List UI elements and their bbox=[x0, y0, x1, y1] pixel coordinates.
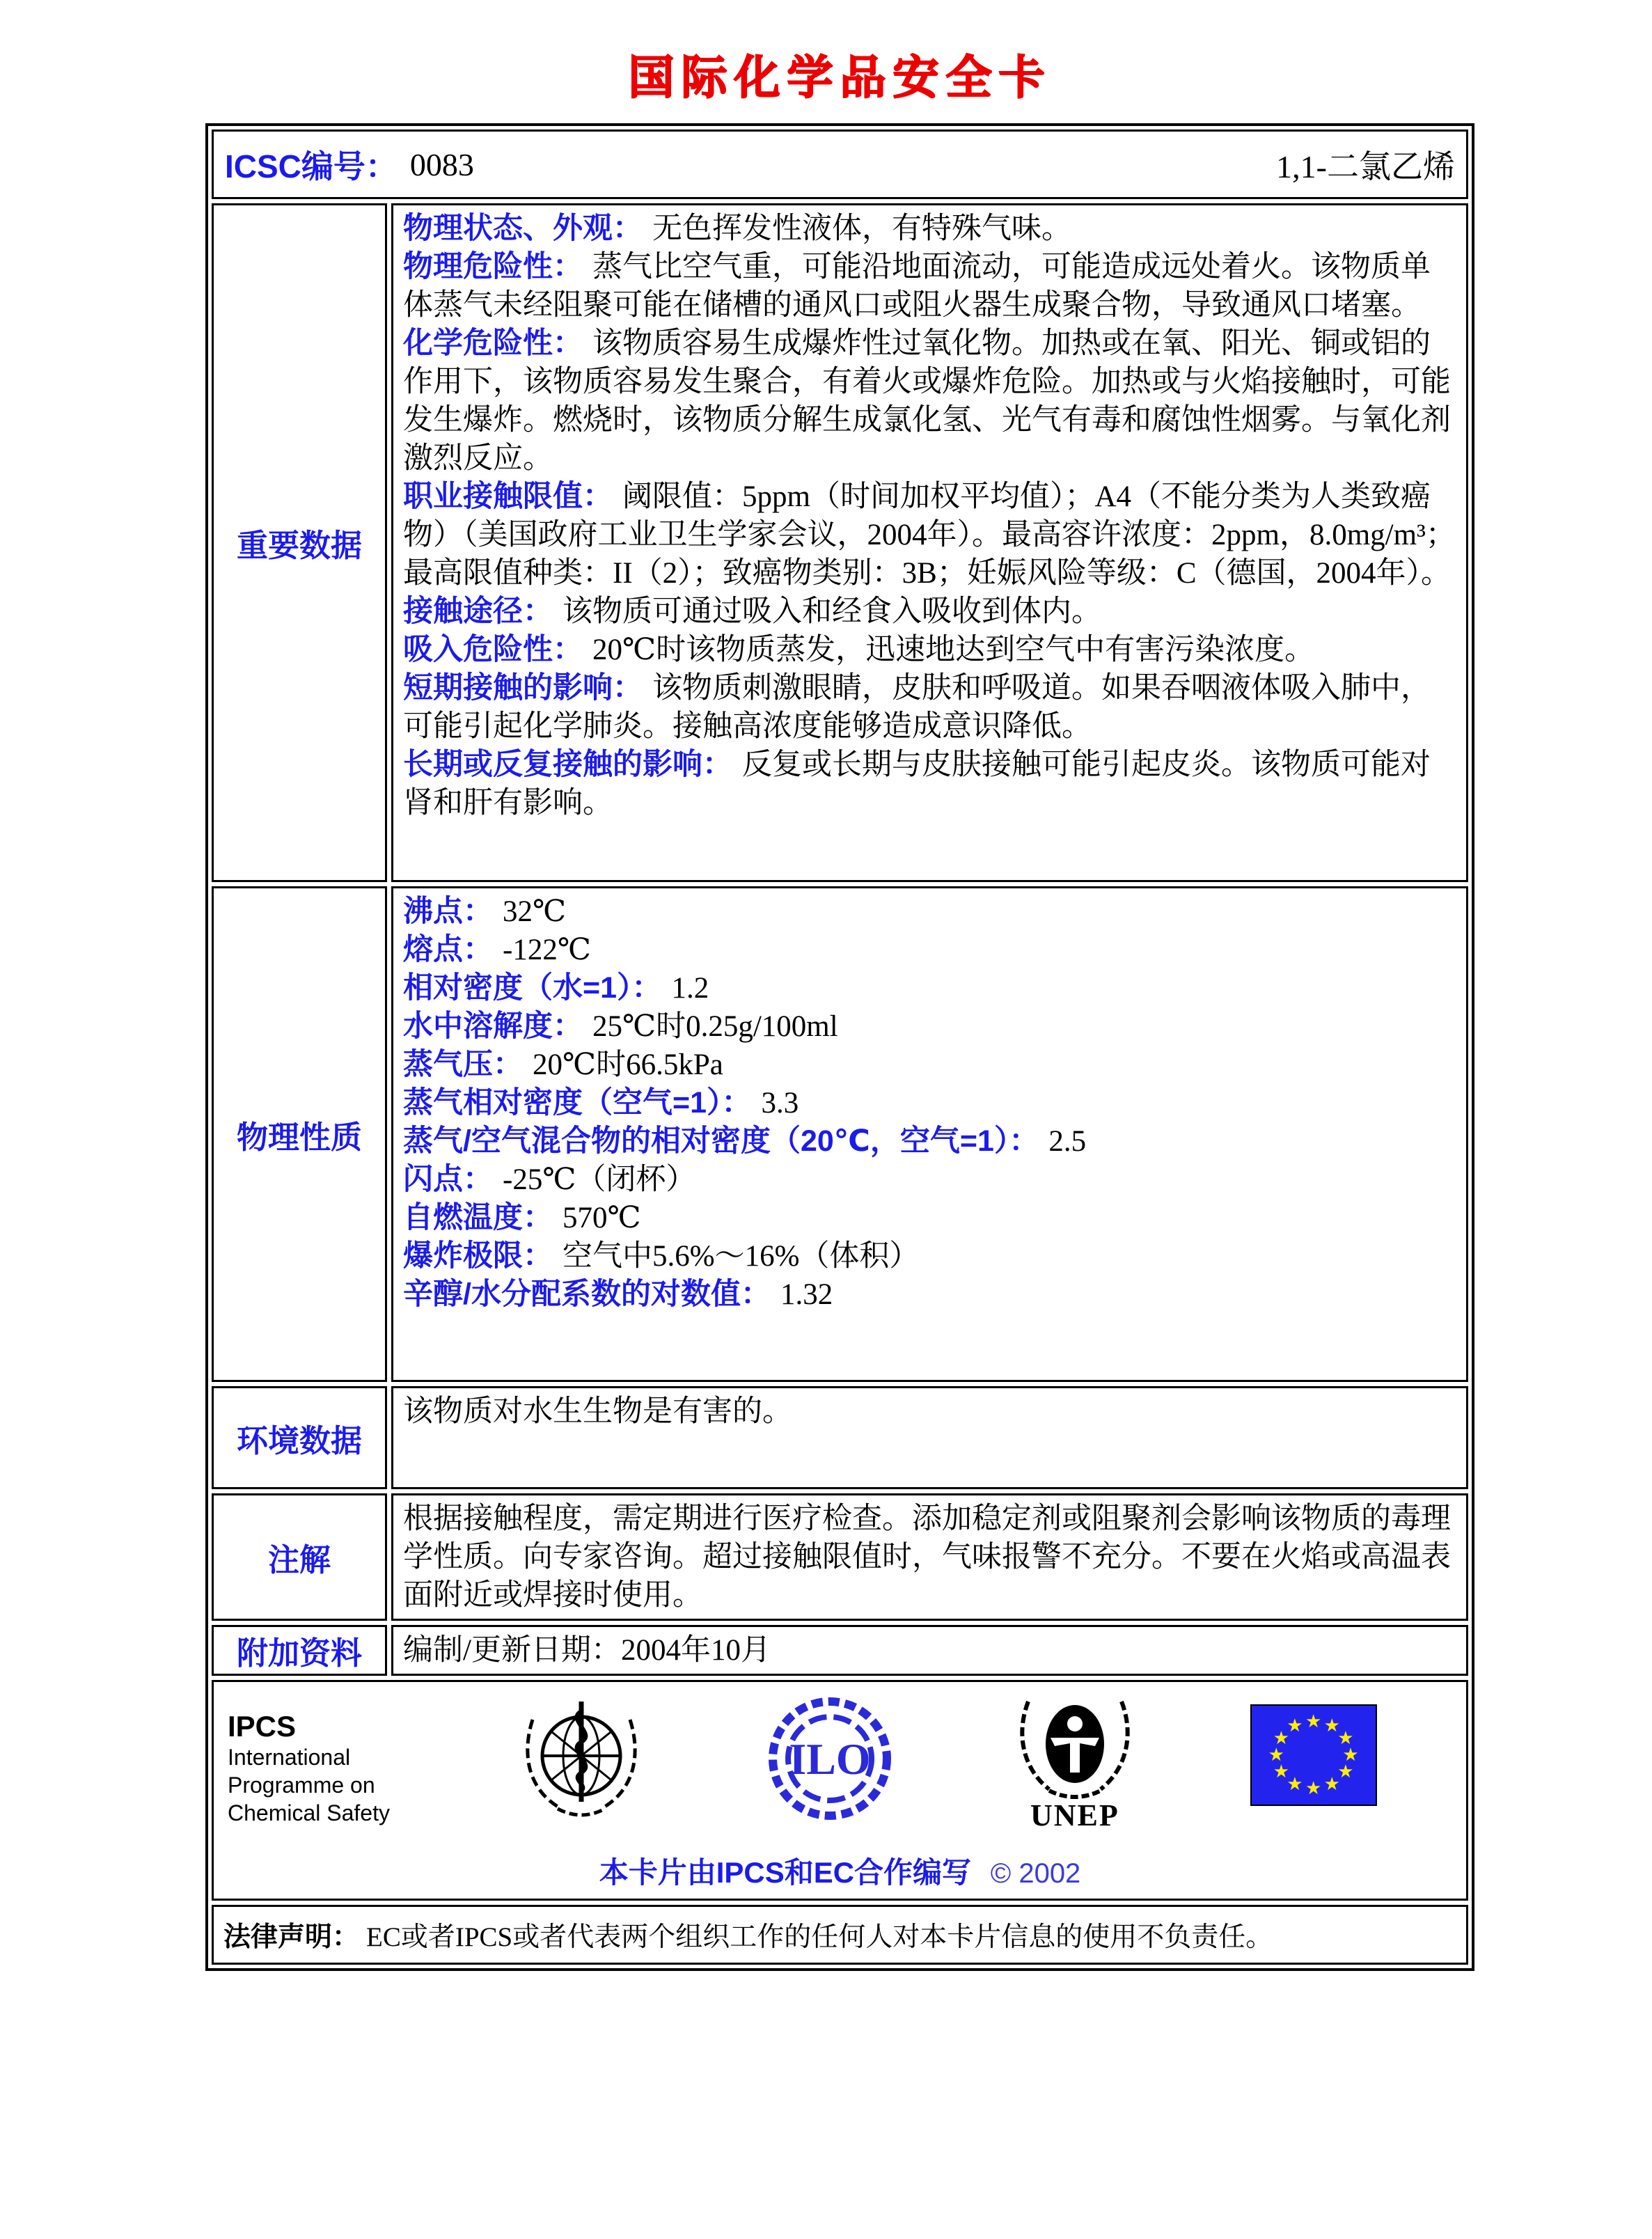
text-line bbox=[403, 248, 1456, 324]
ipcs-line-3: Chemical Safety bbox=[228, 1800, 390, 1825]
eu-flag bbox=[1250, 1692, 1377, 1806]
footer-logos bbox=[228, 1692, 1452, 1833]
field-value: 空气中5.6%～16%（体积） bbox=[563, 1240, 920, 1273]
who-logo bbox=[512, 1692, 651, 1831]
field-label: 化学危险性： bbox=[403, 327, 583, 360]
footer-tagline-text: 本卡片由IPCS和EC合作编写 bbox=[599, 1856, 972, 1889]
field-value: 3.3 bbox=[761, 1087, 799, 1120]
row-notes bbox=[212, 1493, 1468, 1621]
eu-star-icon: ★ bbox=[1287, 1773, 1303, 1794]
text-line bbox=[403, 1199, 1456, 1237]
eu-star-icon: ★ bbox=[1323, 1773, 1340, 1794]
field-value: 该物质可通过吸入和经食入吸收到体内。 bbox=[563, 595, 1101, 628]
field-label: 长期或反复接触的影响： bbox=[403, 748, 732, 781]
field-value: 20℃时66.5kPa bbox=[533, 1048, 723, 1081]
field-value: 无色挥发性液体，有特殊气味。 bbox=[652, 212, 1071, 245]
footer-tagline bbox=[228, 1850, 1452, 1892]
text-line bbox=[403, 324, 1456, 478]
text-line bbox=[403, 893, 1456, 931]
section-content-physical-properties bbox=[391, 886, 1468, 1382]
field-value: 蒸气比空气重，可能沿地面流动，可能造成远处着火。该物质单体蒸气未经阻聚可能在储槽的通风口或阻火器生成聚合物，导致通风口堵塞。 bbox=[403, 251, 1431, 322]
row-footer bbox=[212, 1680, 1468, 1901]
row-important-data bbox=[212, 203, 1468, 882]
text-line bbox=[403, 478, 1456, 592]
field-label: 水中溶解度： bbox=[403, 1009, 583, 1043]
text-line bbox=[403, 1122, 1456, 1161]
text-line bbox=[403, 1237, 1456, 1275]
ilo-logo-icon bbox=[760, 1692, 899, 1831]
page-title: 国际化学品安全卡 bbox=[628, 52, 1052, 103]
text-line bbox=[403, 1275, 1456, 1314]
ipcs-line-2: Programme on bbox=[228, 1773, 375, 1798]
eu-star-icon: ★ bbox=[1337, 1727, 1354, 1748]
field-value: -25℃（闭杯） bbox=[503, 1163, 696, 1196]
field-label: 吸入危险性： bbox=[403, 633, 583, 666]
unep-label: UNEP bbox=[1030, 1798, 1119, 1832]
text-line bbox=[403, 1392, 1456, 1431]
field-value: 1.32 bbox=[780, 1278, 833, 1311]
field-value: 25℃时0.25g/100ml bbox=[592, 1010, 838, 1043]
logo-strip bbox=[436, 1692, 1452, 1833]
unep-logo-icon bbox=[1009, 1692, 1141, 1803]
section-content-additional-info bbox=[391, 1625, 1468, 1676]
row-legal bbox=[212, 1905, 1468, 1965]
section-label-notes: 注解 bbox=[212, 1493, 387, 1621]
field-label: 熔点： bbox=[403, 933, 493, 966]
ipcs-line-1: International bbox=[228, 1745, 351, 1770]
field-value: 2004年10月 bbox=[620, 1634, 771, 1667]
eu-star-icon: ★ bbox=[1273, 1727, 1290, 1748]
text-line bbox=[403, 746, 1456, 822]
field-label: 物理状态、外观： bbox=[403, 212, 643, 245]
field-label: 物理危险性： bbox=[403, 250, 583, 283]
icsc-number-value: 0083 bbox=[409, 146, 474, 182]
field-label: 蒸气压： bbox=[403, 1048, 523, 1081]
field-label: 沸点： bbox=[403, 895, 493, 928]
section-label-important-data: 重要数据 bbox=[212, 203, 387, 882]
eu-star-icon: ★ bbox=[1305, 1711, 1322, 1731]
header-row bbox=[212, 129, 1468, 199]
legal-label: 法律声明： bbox=[223, 1922, 360, 1952]
text-line bbox=[403, 1084, 1456, 1122]
field-value: 该物质对水生生物是有害的。 bbox=[403, 1395, 792, 1428]
eu-star-icon: ★ bbox=[1323, 1715, 1340, 1736]
eu-star-icon: ★ bbox=[1337, 1761, 1354, 1782]
header-cell bbox=[212, 129, 1468, 199]
icsc-number-label: ICSC编号： bbox=[225, 148, 398, 184]
chemical-name: 1,1-二氯乙烯 bbox=[1276, 149, 1455, 184]
icsc-card-table bbox=[205, 123, 1474, 1971]
field-value: 该物质容易生成爆炸性过氧化物。加热或在氧、阳光、铜或铝的作用下，该物质容易发生聚合，有着火或爆炸危险。加热或与火焰接触时，可能发生爆炸。燃烧时，该物质分解生成氯化氢、光气有毒和腐蚀性烟雾。与氧化剂激烈反应。 bbox=[403, 327, 1451, 475]
icsc-number-group bbox=[225, 141, 474, 187]
field-label: 闪点： bbox=[403, 1163, 493, 1196]
legal-cell bbox=[212, 1905, 1468, 1965]
unep-logo bbox=[1009, 1692, 1141, 1833]
text-line bbox=[403, 1500, 1456, 1615]
text-line bbox=[403, 631, 1456, 669]
field-label: 职业接触限值： bbox=[403, 480, 613, 513]
section-content-environmental-data bbox=[391, 1386, 1468, 1489]
text-line bbox=[403, 969, 1456, 1007]
field-label: 相对密度（水=1）： bbox=[403, 971, 662, 1005]
text-line bbox=[403, 1046, 1456, 1084]
field-value: 反复或长期与皮肤接触可能引起皮炎。该物质可能对肾和肝有影响。 bbox=[403, 748, 1431, 819]
ipcs-text-block bbox=[228, 1710, 436, 1827]
section-label-physical-properties: 物理性质 bbox=[212, 886, 387, 1382]
section-label-additional-info: 附加资料 bbox=[212, 1625, 387, 1676]
field-value: 570℃ bbox=[563, 1202, 641, 1234]
eu-star-icon: ★ bbox=[1273, 1761, 1290, 1782]
text-line bbox=[403, 210, 1456, 248]
field-label: 编制/更新日期： bbox=[403, 1634, 621, 1667]
legal-text: EC或者IPCS或者代表两个组织工作的任何人对本卡片信息的使用不负责任。 bbox=[366, 1922, 1273, 1952]
text-line bbox=[403, 1161, 1456, 1199]
ilo-logo bbox=[760, 1692, 899, 1831]
field-label: 蒸气/空气混合物的相对密度（20℃，空气=1）： bbox=[403, 1124, 1039, 1158]
row-physical-properties bbox=[212, 886, 1468, 1382]
field-label: 自燃温度： bbox=[403, 1201, 553, 1234]
footer-cell bbox=[212, 1680, 1468, 1901]
text-line bbox=[403, 931, 1456, 969]
text-line bbox=[403, 592, 1456, 631]
field-label: 短期接触的影响： bbox=[403, 671, 643, 705]
field-label: 接触途径： bbox=[403, 595, 553, 628]
eu-star-icon: ★ bbox=[1287, 1715, 1303, 1736]
section-content-notes bbox=[391, 1493, 1468, 1621]
eu-star-icon: ★ bbox=[1305, 1778, 1322, 1799]
text-line bbox=[403, 669, 1456, 746]
field-label: 蒸气相对密度（空气=1）： bbox=[403, 1086, 752, 1120]
footer-copyright: © 2002 bbox=[990, 1858, 1081, 1889]
field-value: -122℃ bbox=[503, 934, 591, 966]
section-label-environmental-data: 环境数据 bbox=[212, 1386, 387, 1489]
field-value: 1.2 bbox=[671, 972, 709, 1005]
text-line bbox=[403, 1007, 1456, 1046]
field-label: 爆炸极限： bbox=[403, 1239, 553, 1273]
field-value: 根据接触程度，需定期进行医疗检查。添加稳定剂或阻聚剂会影响该物质的毒理学性质。向专家咨询。超过接触限值时，气味报警不充分。不要在火焰或高温表面附近或焊接时使用。 bbox=[403, 1502, 1451, 1612]
row-additional-info bbox=[212, 1625, 1468, 1676]
eu-star-icon: ★ bbox=[1268, 1745, 1284, 1765]
field-value: 阈限值：5ppm（时间加权平均值）；A4（不能分类为人类致癌物）（美国政府工业卫生学家会议，2004年）。最高容许浓度：2ppm，8.0mg/m³；最高限值种类：II（2）；致癌物类别：3B；妊娠风险等级：C（德国，2004年）。 bbox=[403, 480, 1456, 590]
eu-star-icon: ★ bbox=[1342, 1745, 1359, 1765]
field-label: 辛醇/水分配系数的对数值： bbox=[403, 1278, 771, 1311]
field-value: 20℃时该物质蒸发，迅速地达到空气中有害污染浓度。 bbox=[592, 634, 1315, 666]
ipcs-title: IPCS bbox=[228, 1710, 297, 1743]
row-environmental-data bbox=[212, 1386, 1468, 1489]
field-value: 2.5 bbox=[1048, 1125, 1087, 1158]
field-value: 该物质刺激眼睛，皮肤和呼吸道。如果吞咽液体吸入肺中，可能引起化学肺炎。接触高浓度能够造成意识降低。 bbox=[403, 672, 1431, 743]
svg-text:ILO: ILO bbox=[789, 1734, 871, 1784]
text-line bbox=[403, 1631, 1456, 1670]
field-value: 32℃ bbox=[503, 895, 567, 928]
who-logo-icon bbox=[512, 1692, 651, 1831]
section-content-important-data bbox=[391, 203, 1468, 882]
